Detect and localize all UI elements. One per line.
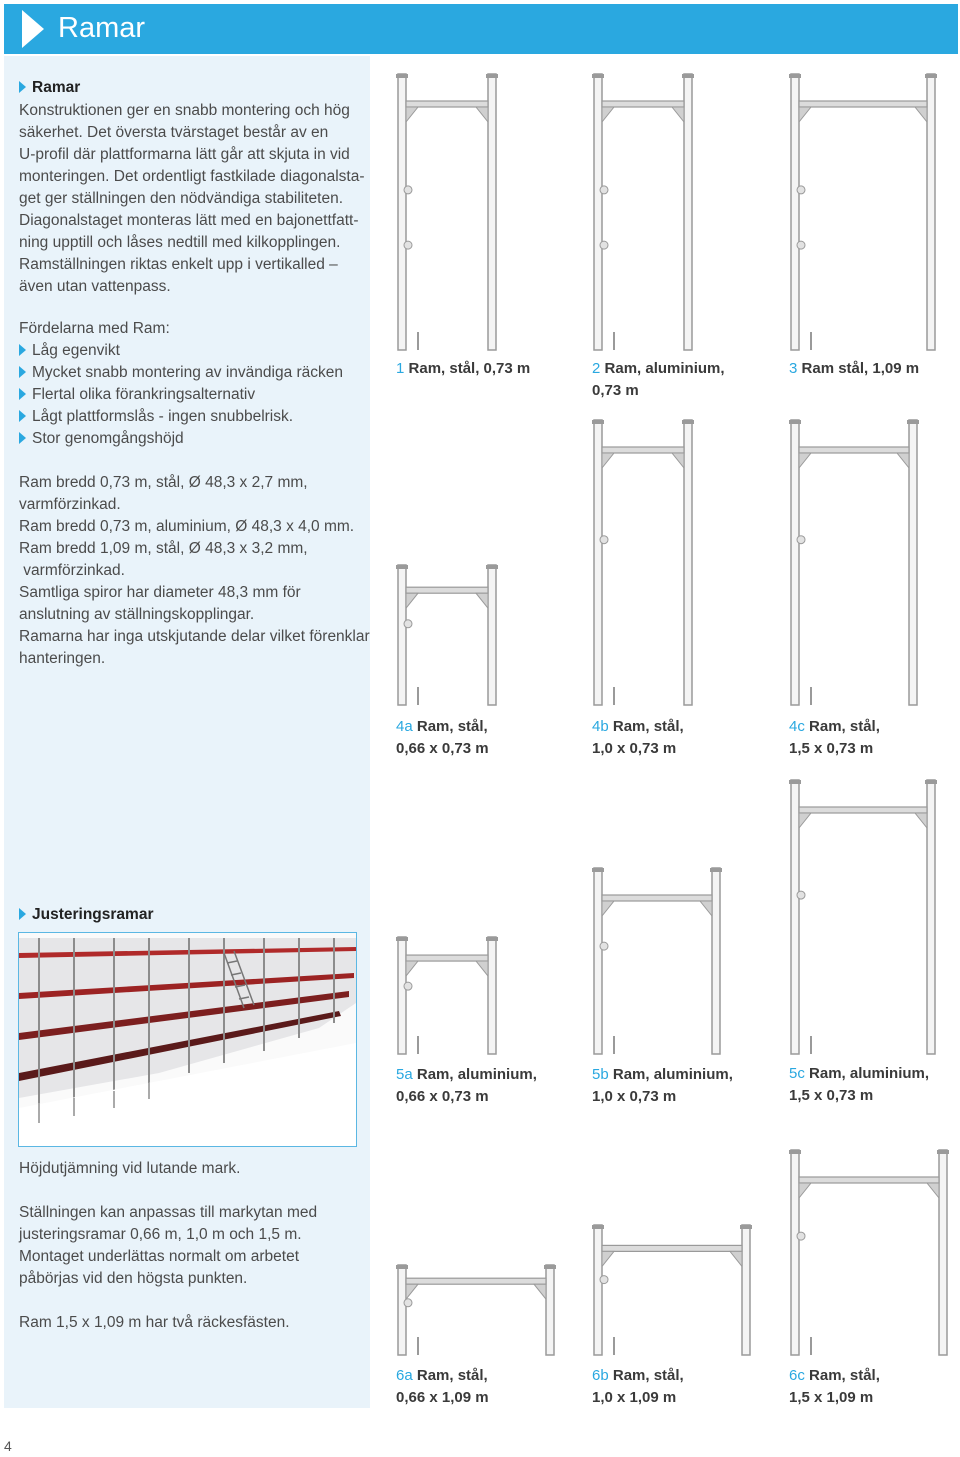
- caption-4b: 4b Ram, stål, 1,0 x 0,73 m: [592, 718, 684, 757]
- benefit-item: Lågt plattformslås - ingen snubbelrisk.: [19, 406, 343, 428]
- frame-3-drawing: [789, 74, 937, 350]
- page-number: 4: [4, 1438, 12, 1454]
- adjust-paragraph: [19, 1202, 317, 1290]
- bullet-arrow-icon: [19, 908, 26, 920]
- caption-6a: 6a Ram, stål, 0,66 x 1,09 m: [396, 1367, 489, 1406]
- specs-paragraph: [19, 472, 370, 670]
- spec-line: Ram bredd 0,73 m, aluminium, Ø 48,3 x 4,0 mm.: [19, 518, 355, 535]
- intro-line: U-profil där plattformarna lätt går att skjuta in vid: [19, 146, 350, 163]
- benefits-section: [19, 318, 343, 450]
- frame-2: [592, 74, 694, 350]
- frame-5c: [789, 780, 937, 1054]
- benefit-item: Mycket snabb montering av invändiga räcken: [19, 362, 343, 384]
- intro-line: även utan vattenpass.: [19, 278, 171, 295]
- frame-5c-drawing: [789, 780, 937, 1054]
- frame-5a-drawing: [396, 937, 498, 1054]
- spec-line: Samtliga spiror har diameter 48,3 mm för: [19, 584, 301, 601]
- caption-3: 3 Ram stål, 1,09 m: [789, 360, 920, 377]
- frame-5b: [592, 868, 722, 1054]
- caption-4c: 4c Ram, stål, 1,5 x 0,73 m: [789, 718, 880, 757]
- scaffold-photo: [18, 932, 357, 1147]
- frame-6b-drawing: [592, 1225, 752, 1355]
- chevron-right-icon: [18, 10, 46, 48]
- intro-line: monteringen. Det ordentligt fastkilade diagonalsta-: [19, 168, 365, 185]
- frame-4c: [789, 420, 919, 705]
- spec-line: anslutning av ställningskopplingar.: [19, 606, 255, 623]
- bullet-arrow-icon: [19, 81, 26, 93]
- title-banner: [4, 4, 958, 54]
- intro-paragraph: [19, 100, 365, 298]
- bullet-arrow-icon: [19, 410, 26, 422]
- spec-line: Ram bredd 0,73 m, stål, Ø 48,3 x 2,7 mm,: [19, 474, 308, 491]
- adjust-line: Ställningen kan anpassas till markytan med: [19, 1204, 318, 1221]
- intro-line: Konstruktionen ger en snabb montering och hög: [19, 102, 350, 119]
- frame-6b: [592, 1225, 752, 1355]
- bullet-arrow-icon: [19, 432, 26, 444]
- intro-line: get ger ställningen den nödvändiga stabiliteten.: [19, 190, 344, 207]
- intro-line: Diagonalstaget monteras lätt med en bajonettfatt-: [19, 212, 359, 229]
- frame-1-drawing: [396, 74, 498, 350]
- adjust-line: justeringsramar 0,66 m, 1,0 m och 1,5 m.: [19, 1226, 302, 1243]
- adjust-heading: Justeringsramar: [19, 906, 153, 924]
- caption-1: 1 Ram, stål, 0,73 m: [396, 360, 531, 377]
- caption-6b: 6b Ram, stål, 1,0 x 1,09 m: [592, 1367, 684, 1406]
- frame-3: [789, 74, 937, 350]
- benefit-item: Flertal olika förankringsalternativ: [19, 384, 343, 406]
- intro-line: säkerhet. Det översta tvärstaget består av en: [19, 124, 329, 141]
- frame-4a: [396, 565, 498, 705]
- frame-5b-drawing: [592, 868, 722, 1054]
- frame-6c: [789, 1150, 949, 1355]
- adjust-note: Ram 1,5 x 1,09 m har två räckesfästen.: [19, 1314, 290, 1331]
- caption-5b: 5b Ram, aluminium, 1,0 x 0,73 m: [592, 1066, 733, 1105]
- bullet-arrow-icon: [19, 366, 26, 378]
- frame-2-drawing: [592, 74, 694, 350]
- adjust-line: påbörjas vid den högsta punkten.: [19, 1270, 248, 1287]
- frame-4a-drawing: [396, 565, 498, 705]
- caption-6c: 6c Ram, stål, 1,5 x 1,09 m: [789, 1367, 880, 1406]
- page-title: Ramar: [58, 12, 146, 44]
- frame-6a-drawing: [396, 1265, 556, 1355]
- adjust-line: Montaget underlättas normalt om arbetet: [19, 1248, 300, 1265]
- frame-6a: [396, 1265, 556, 1355]
- frame-4b-drawing: [592, 420, 694, 705]
- caption-4a: 4a Ram, stål, 0,66 x 0,73 m: [396, 718, 489, 757]
- benefits-title: Fördelarna med Ram:: [19, 320, 170, 337]
- spec-line: Ram bredd 1,09 m, stål, Ø 48,3 x 3,2 mm,: [19, 540, 308, 557]
- frame-6c-drawing: [789, 1150, 949, 1355]
- benefit-item: Stor genomgångshöjd: [19, 428, 343, 450]
- frame-1: [396, 74, 498, 350]
- spec-line: varmförzinkad.: [19, 562, 125, 579]
- intro-line: Ramställningen riktas enkelt upp i vertikalled –: [19, 256, 338, 273]
- bullet-arrow-icon: [19, 388, 26, 400]
- caption-2: 2 Ram, aluminium, 0,73 m: [592, 360, 725, 399]
- frame-4b: [592, 420, 694, 705]
- caption-5a: 5a Ram, aluminium, 0,66 x 0,73 m: [396, 1066, 537, 1105]
- photo-caption: Höjdutjämning vid lutande mark.: [19, 1160, 241, 1177]
- intro-heading: Ramar: [19, 79, 80, 97]
- bullet-arrow-icon: [19, 344, 26, 356]
- caption-5c: 5c Ram, aluminium, 1,5 x 0,73 m: [789, 1065, 930, 1104]
- spec-line: varmförzinkad.: [19, 496, 121, 513]
- spec-line: hanteringen.: [19, 650, 106, 667]
- benefit-item: Låg egenvikt: [19, 340, 343, 362]
- frame-4c-drawing: [789, 420, 919, 705]
- spec-line: Ramarna har inga utskjutande delar vilket förenklar: [19, 628, 370, 645]
- intro-line: ning upptill och låses nedtill med kilkopplingen.: [19, 234, 341, 251]
- frame-5a: [396, 937, 498, 1054]
